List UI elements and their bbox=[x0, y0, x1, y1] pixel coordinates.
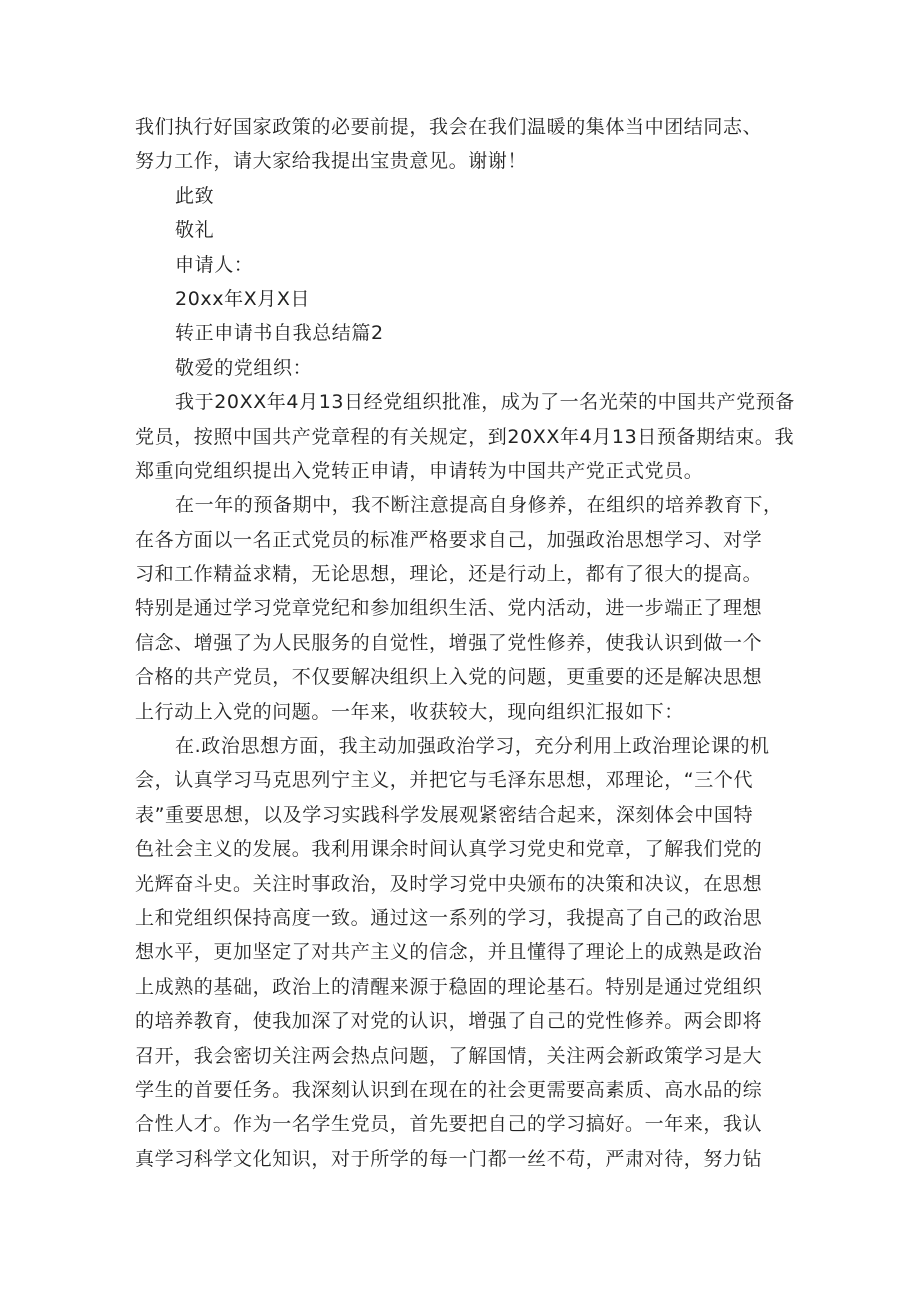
text-line: 合格的共产党员，不仅要解决组织上入党的问题，更重要的还是解决思想 bbox=[135, 666, 763, 689]
text-line: 色社会主义的发展。我利用课余时间认真学习党史和党章，了解我们党的 bbox=[135, 838, 763, 861]
text-line: 表”重要思想，以及学习实践科学发展观紧密结合起来，深刻体会中国特 bbox=[135, 803, 754, 826]
text-line: 我于20XX年4月13日经党组织批准，成为了一名光荣的中国共产党预备 bbox=[175, 391, 795, 414]
text-line: 想水平，更加坚定了对共产主义的信念，并且懂得了理论上的成熟是政治 bbox=[135, 941, 763, 964]
text-line: 在一年的预备期中，我不断注意提高自身修养，在组织的培养教育下， bbox=[175, 494, 783, 517]
text-line: 召开，我会密切关注两会热点问题，了解国情，关注两会新政策学习是大 bbox=[135, 1044, 763, 1067]
text-line: 郑重向党组织提出入党转正申请，申请转为中国共产党正式党员。 bbox=[135, 459, 704, 482]
text-line: 在.政治思想方面，我主动加强政治学习，充分利用上政治理论课的机 bbox=[175, 735, 770, 758]
text-line: 在各方面以一名正式党员的标准严格要求自己，加强政治思想学习、对学 bbox=[135, 528, 763, 551]
text-line: 此致 bbox=[175, 184, 215, 207]
text-line: 真学习科学文化知识，对于所学的每一门都一丝不苟，严肃对待，努力钻 bbox=[135, 1147, 763, 1170]
text-line: 转正申请书自我总结篇2 bbox=[175, 322, 384, 345]
text-line: 特别是通过学习党章党纪和参加组织生活、党内活动，进一步端正了理想 bbox=[135, 597, 763, 620]
text-line: 合性人才。作为一名学生党员，首先要把自己的学习搞好。一年来，我认 bbox=[135, 1113, 763, 1136]
text-line: 光辉奋斗史。关注时事政治，及时学习党中央颁布的决策和决议，在思想 bbox=[135, 872, 763, 895]
text-line: 努力工作，请大家给我提出宝贵意见。谢谢！ bbox=[135, 150, 528, 173]
text-line: 会，认真学习马克思列宁主义，并把它与毛泽东思想，邓理论，“三个代 bbox=[135, 769, 754, 792]
text-line: 信念、增强了为人民服务的自觉性，增强了党性修养，使我认识到做一个 bbox=[135, 631, 763, 654]
document-body bbox=[135, 110, 795, 1176]
text-line: 党员，按照中国共产党章程的有关规定，到20XX年4月13日预备期结束。我 bbox=[135, 425, 795, 448]
text-line: 学生的首要任务。我深刻认识到在现在的社会更需要高素质、高水品的综 bbox=[135, 1078, 763, 1101]
text-line: 上和党组织保持高度一致。通过这一系列的学习，我提高了自己的政治思 bbox=[135, 906, 763, 929]
text-line: 敬爱的党组织： bbox=[175, 356, 313, 379]
text-line: 申请人： bbox=[175, 253, 254, 276]
text-line: 习和工作精益求精，无论思想，理论，还是行动上，都有了很大的提高。 bbox=[135, 563, 763, 586]
text-line: 敬礼 bbox=[175, 219, 215, 242]
text-line: 上成熟的基础，政治上的清醒来源于稳固的理论基石。特别是通过党组织 bbox=[135, 975, 763, 998]
text-line: 20xx年X月X日 bbox=[175, 287, 311, 310]
text-line: 的培养教育，使我加深了对党的认识，增强了自己的党性修养。两会即将 bbox=[135, 1010, 763, 1033]
text-line: 上行动上入党的问题。一年来，收获较大，现向组织汇报如下： bbox=[135, 700, 684, 723]
text-line: 我们执行好国家政策的必要前提，我会在我们温暖的集体当中团结同志、 bbox=[135, 116, 763, 138]
